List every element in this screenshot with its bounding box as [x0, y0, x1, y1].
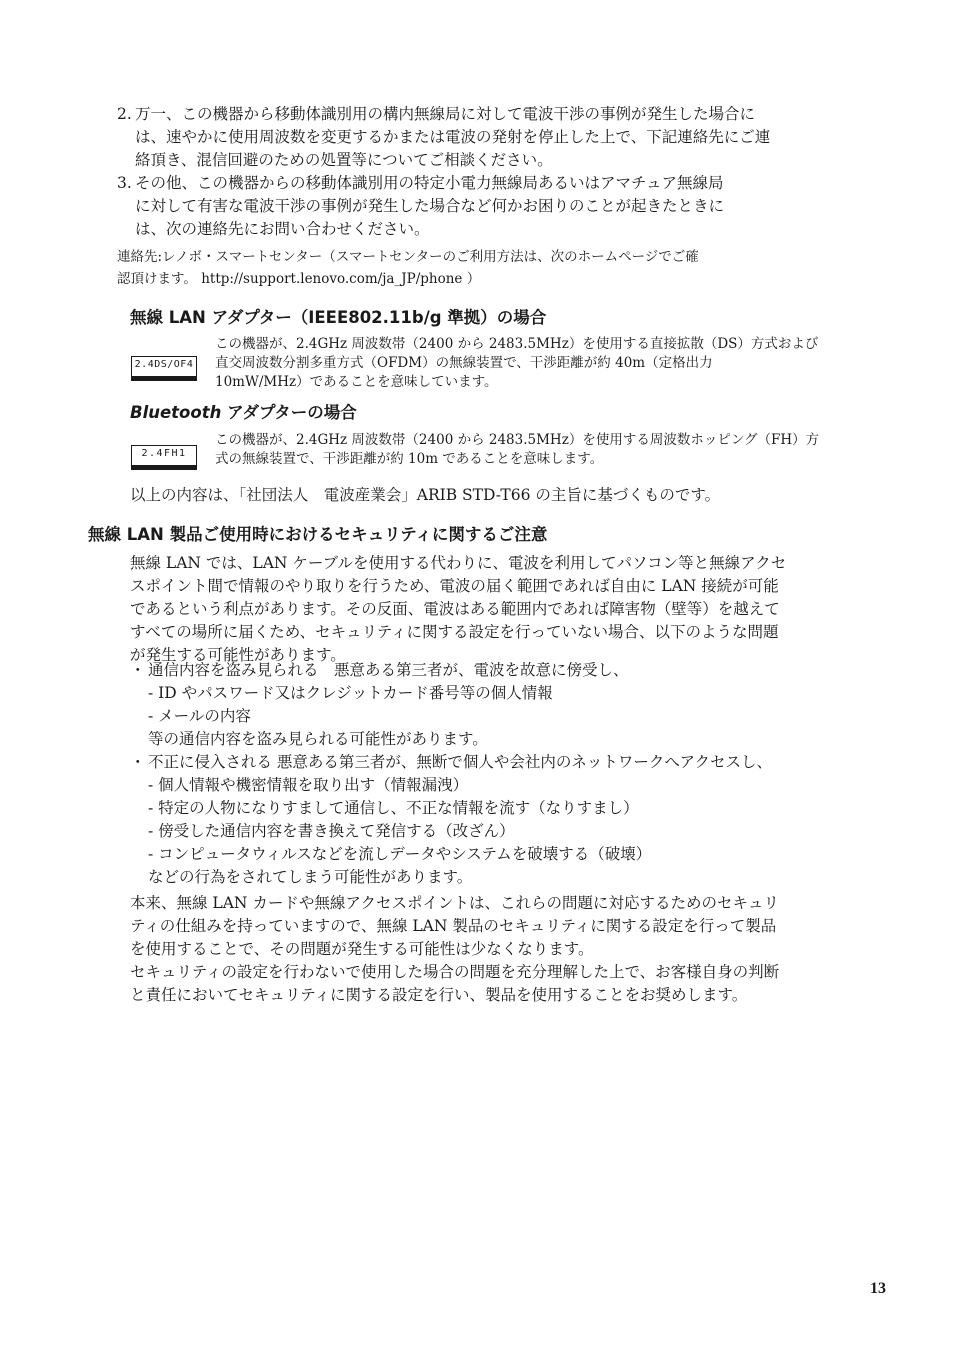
bullet-mark: ・ — [130, 661, 146, 679]
contact-line: 連絡先:レノボ・スマートセンター（スマートセンターのご利用方法は、次のホームページでご確 — [117, 249, 699, 265]
security-closing — [130, 892, 892, 1007]
security-intro — [130, 552, 892, 667]
risk-tail: 等の通信内容を盗み見られる可能性があります。 — [148, 730, 488, 748]
risk-title: 通信内容を盗み見られる 悪意ある第三者が、電波を故意に傍受し、 — [148, 661, 629, 679]
spec-line: この機器が、2.4GHz 周波数帯（2400 から 2483.5MHz）を使用する直接拡散（DS）方式および — [215, 336, 819, 352]
notice-line: は、速やかに使用周波数を変更するかまたは電波の発射を停止した上で、下記連絡先にご連 — [135, 128, 771, 146]
risk-item-eavesdrop — [130, 659, 892, 682]
notice-number: 3. — [117, 174, 132, 192]
badge-bar — [132, 376, 196, 380]
badge-code: 2.4DS/OF4 — [134, 359, 194, 370]
risk-title: 不正に侵入される 悪意ある第三者が、無断で個人や会社内のネットワークへアクセスし、 — [148, 753, 773, 771]
spec-line: 式の無線装置で、干渉距離が約 10m であることを意味します。 — [215, 451, 604, 467]
spec-line: 直交周波数分割多重方式（OFDM）の無線装置で、干渉距離が約 40m（定格出力 — [215, 355, 713, 371]
intro-line: スポイント間で情報のやり取りを行うため、電波の届く範囲であれば自由に LAN 接続が可能 — [130, 577, 779, 595]
arib-note: 以上の内容は、「社団法人 電波産業会」ARIB STD-T66 の主旨に基づくものです。 — [130, 486, 721, 504]
intro-line: すべての場所に届くため、セキュリティに関する設定を行っていない場合、以下のような問題 — [130, 623, 779, 641]
wlan-spec-text — [215, 335, 887, 392]
risk-tail: などの行為をされてしまう可能性があります。 — [148, 868, 473, 886]
notice-line: 万一、この機器から移動体識別用の構内無線局に対して電波干渉の事例が発生した場合に — [135, 105, 756, 123]
risk-subitem: - メールの内容 — [148, 707, 251, 725]
notice-number: 2. — [117, 105, 132, 123]
notice-line: 絡頂き、混信回避のための処置等についてご相談ください。 — [135, 151, 553, 169]
wlan-adapter-heading: 無線 LAN アダプター（IEEE802.11b/g 準拠）の場合 — [130, 308, 547, 327]
closing-line: 本来、無線 LAN カードや無線アクセスポイントは、これらの問題に対応するためのセキュリ — [130, 894, 779, 912]
risk-subitem: - コンピュータウィルスなどを流しデータやシステムを破壊する（破壊） — [148, 845, 652, 863]
notice-line: は、次の連絡先にお問い合わせください。 — [135, 220, 430, 238]
risk-item-intrusion — [130, 751, 892, 774]
intro-line: であるという利点があります。その反面、電波はある範囲内であれば障害物（壁等）を越えて — [130, 600, 780, 618]
contact-line: 認頂けます。 http://support.lenovo.com/ja_JP/phone ） — [117, 271, 481, 287]
risk-subitem: - ID やパスワード又はクレジットカード番号等の個人情報 — [148, 684, 553, 702]
wlan-radio-badge — [131, 356, 197, 381]
security-heading: 無線 LAN 製品ご使用時におけるセキュリティに関するご注意 — [88, 525, 548, 544]
bluetooth-radio-badge — [131, 445, 197, 470]
contact-info — [117, 246, 877, 290]
closing-line: ティの仕組みを持っていますので、無線 LAN 製品のセキュリティに関する設定を行って製品 — [130, 917, 777, 935]
bluetooth-heading-rest: アダプターの場合 — [221, 403, 357, 422]
risk-subitem: - 特定の人物になりすまして通信し、不正な情報を流す（なりすまし） — [148, 799, 639, 817]
risk-subitem: - 傍受した通信内容を書き換えて発信する（改ざん） — [148, 822, 515, 840]
bluetooth-word: Bluetooth — [130, 403, 222, 422]
badge-bar — [132, 465, 196, 469]
closing-line: と責任においてセキュリティに関する設定を行い、製品を使用することをお奨めします。 — [130, 986, 748, 1004]
intro-line: 無線 LAN では、LAN ケーブルを使用する代わりに、電波を利用してパソコン等と無線アクセ — [130, 554, 787, 572]
closing-line: を使用することで、その問題が発生する可能性は少なくなります。 — [130, 940, 594, 958]
bluetooth-spec-text — [215, 431, 887, 469]
notice-line: に対して有害な電波干渉の事例が発生した場合など何かお困りのことが起きたときに — [135, 197, 725, 215]
risk-list — [130, 659, 892, 889]
notice-item-3 — [117, 172, 889, 241]
badge-code: 2.4FH1 — [141, 448, 187, 459]
intro-line: が発生する可能性があります。 — [130, 646, 346, 664]
bluetooth-adapter-heading — [130, 402, 357, 424]
notice-line: その他、この機器からの移動体識別用の特定小電力無線局あるいはアマチュア無線局 — [135, 174, 724, 192]
spec-line: 10mW/MHz）であることを意味しています。 — [215, 374, 498, 390]
risk-subitem: - 個人情報や機密情報を取り出す（情報漏洩） — [148, 776, 469, 794]
bullet-mark: ・ — [130, 753, 146, 771]
notice-item-2 — [117, 103, 889, 172]
closing-line: セキュリティの設定を行わないで使用した場合の問題を充分理解した上で、お客様自身の判断 — [130, 963, 780, 981]
page-number: 13 — [870, 1280, 886, 1297]
spec-line: この機器が、2.4GHz 周波数帯（2400 から 2483.5MHz）を使用する周波数ホッピング（FH）方 — [215, 432, 820, 448]
